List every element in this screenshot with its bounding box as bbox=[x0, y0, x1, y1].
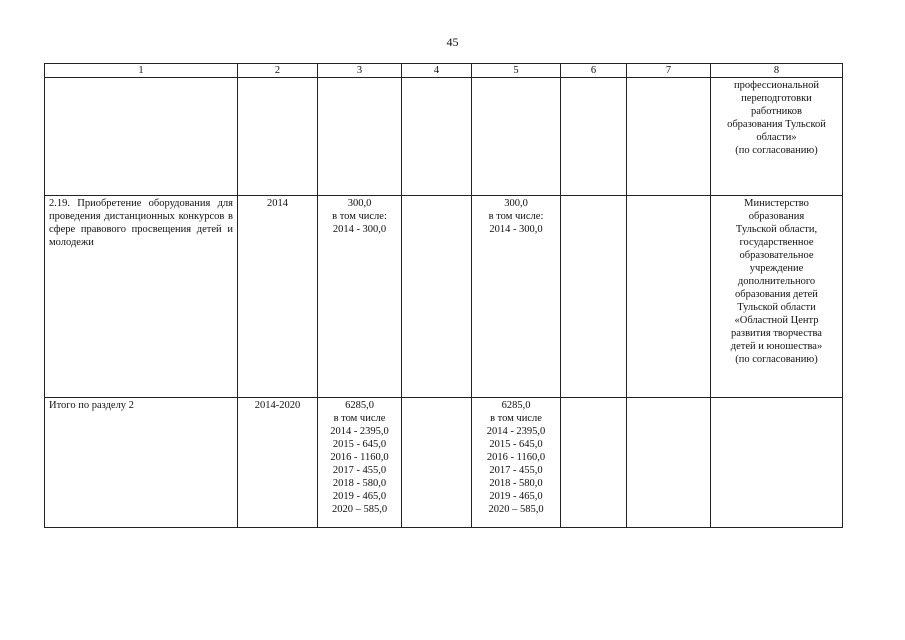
period-cell: 2014 bbox=[238, 196, 318, 398]
column-header: 8 bbox=[711, 64, 843, 78]
column-number-row bbox=[45, 64, 843, 78]
federal-cell bbox=[402, 398, 472, 528]
table-row-total bbox=[45, 398, 843, 528]
extra-cell bbox=[627, 398, 711, 528]
responsible-cell: Министерство образования Тульской области, государственное образовательное учреждение дополнительного образования детей Тульской области «Областной Центр развития творчества детей и юношества» (по согласованию) bbox=[711, 196, 843, 398]
total-cell: 300,0 в том числе: 2014 - 300,0 bbox=[318, 196, 402, 398]
regional-cell bbox=[472, 78, 561, 196]
regional-cell: 6285,0 в том числе 2014 - 2395,0 2015 - 645,0 2016 - 1160,0 2017 - 455,0 2018 - 580,0 2019 - 465,0 2020 – 585,0 bbox=[472, 398, 561, 528]
federal-cell bbox=[402, 196, 472, 398]
responsible-cell: профессиональной переподготовки работников образования Тульской области» (по согласованию) bbox=[711, 78, 843, 196]
column-header: 3 bbox=[318, 64, 402, 78]
federal-cell bbox=[402, 78, 472, 196]
column-header: 6 bbox=[561, 64, 627, 78]
table-row bbox=[45, 78, 843, 196]
activities-table bbox=[44, 63, 843, 528]
responsible-cell bbox=[711, 398, 843, 528]
extra-cell bbox=[627, 196, 711, 398]
municipal-cell bbox=[561, 196, 627, 398]
activity-cell: Итого по разделу 2 bbox=[45, 398, 238, 528]
column-header: 2 bbox=[238, 64, 318, 78]
period-cell bbox=[238, 78, 318, 196]
municipal-cell bbox=[561, 78, 627, 196]
period-cell: 2014-2020 bbox=[238, 398, 318, 528]
regional-cell: 300,0 в том числе: 2014 - 300,0 bbox=[472, 196, 561, 398]
extra-cell bbox=[627, 78, 711, 196]
table-row bbox=[45, 196, 843, 398]
page-number: 45 bbox=[446, 35, 459, 49]
total-cell bbox=[318, 78, 402, 196]
column-header: 4 bbox=[402, 64, 472, 78]
municipal-cell bbox=[561, 398, 627, 528]
column-header: 5 bbox=[472, 64, 561, 78]
activity-cell: 2.19. Приобретение оборудования для проведения дистанционных конкурсов в сфере правового просвещения детей и молодежи bbox=[45, 196, 238, 398]
column-header: 7 bbox=[627, 64, 711, 78]
activity-cell bbox=[45, 78, 238, 196]
total-cell: 6285,0 в том числе 2014 - 2395,0 2015 - 645,0 2016 - 1160,0 2017 - 455,0 2018 - 580,0 2019 - 465,0 2020 – 585,0 bbox=[318, 398, 402, 528]
program-table bbox=[44, 63, 842, 528]
column-header: 1 bbox=[45, 64, 238, 78]
